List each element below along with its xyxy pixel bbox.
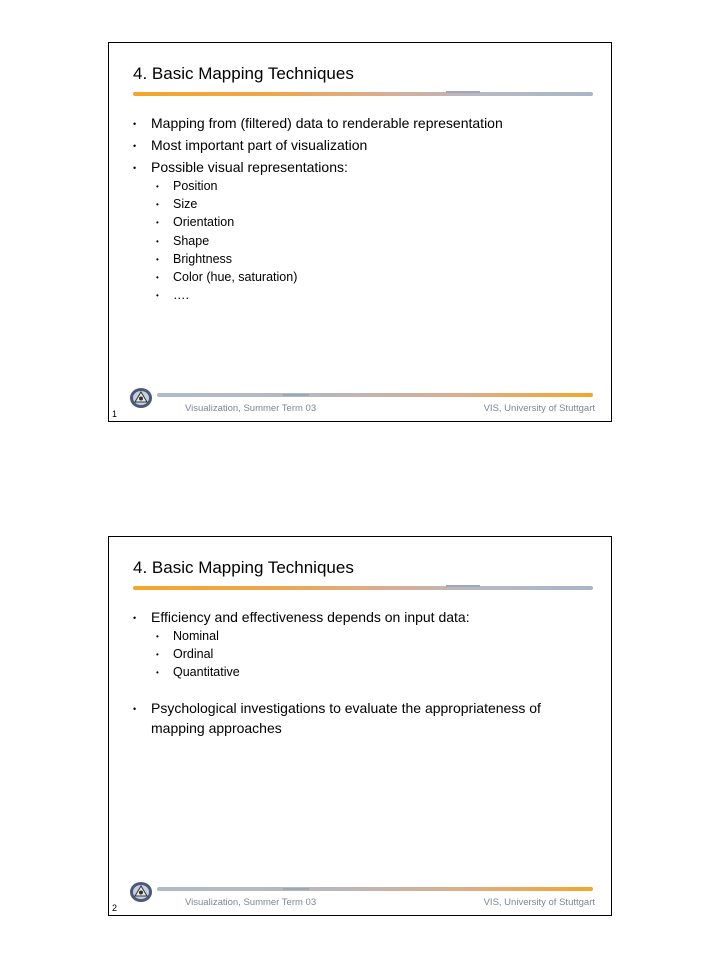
slide-title: 4. Basic Mapping Techniques bbox=[133, 64, 354, 83]
sub-bullet-item: • Quantitative bbox=[129, 663, 595, 681]
bullet-dot: • bbox=[156, 182, 159, 191]
bullet-dot: • bbox=[156, 632, 159, 641]
bullet-item: • Possible visual representations: bbox=[129, 157, 595, 177]
sub-bullet-item: • Color (hue, saturation) bbox=[129, 268, 595, 286]
bullet-list bbox=[129, 113, 595, 304]
bullet-dot: • bbox=[156, 291, 159, 301]
title-divider bbox=[133, 92, 593, 96]
bullet-item: • Most important part of visualization bbox=[129, 135, 595, 155]
slide-title: 4. Basic Mapping Techniques bbox=[133, 558, 354, 577]
bullet-dot: • bbox=[133, 613, 137, 623]
footer-divider bbox=[157, 887, 593, 891]
footer-course: Visualization, Summer Term 03 bbox=[185, 403, 317, 414]
footer-course: Visualization, Summer Term 03 bbox=[185, 897, 317, 908]
bullet-list bbox=[129, 607, 595, 738]
sub-bullet-item: • Brightness bbox=[129, 250, 595, 268]
sub-bullet-item: • Nominal bbox=[129, 627, 595, 645]
bullet-dot: • bbox=[133, 703, 137, 714]
bullet-dot: • bbox=[156, 273, 159, 283]
sub-bullet-item: • Position bbox=[129, 177, 595, 195]
bullet-dot: • bbox=[156, 254, 159, 264]
bullet-dot: • bbox=[133, 163, 137, 173]
bullet-dot: • bbox=[156, 668, 159, 678]
sub-bullet-item: • Shape bbox=[129, 232, 595, 250]
sub-bullet-item: • Orientation bbox=[129, 213, 595, 231]
footer-institution: VIS, University of Stuttgart bbox=[483, 403, 595, 414]
bullet-dot: • bbox=[156, 200, 159, 210]
page-number: 1 bbox=[112, 409, 118, 419]
footer-divider bbox=[157, 393, 593, 397]
footer-institution: VIS, University of Stuttgart bbox=[483, 897, 595, 908]
bullet-item: • Psychological investigations to evaluate the appropriateness of mapping approaches bbox=[133, 699, 541, 736]
slide-2 bbox=[108, 536, 612, 916]
slide-1 bbox=[108, 42, 612, 422]
bullet-dot: • bbox=[156, 650, 159, 660]
bullet-dot: • bbox=[133, 141, 137, 151]
bullet-dot: • bbox=[156, 218, 159, 228]
page-number: 2 bbox=[112, 903, 118, 913]
sub-bullet-item: • Ordinal bbox=[129, 645, 595, 663]
sub-bullet-item: • …. bbox=[129, 286, 595, 304]
sub-bullet-item: • Size bbox=[129, 195, 595, 213]
bullet-dot: • bbox=[133, 119, 137, 129]
bullet-dot: • bbox=[156, 236, 159, 246]
bullet-item: • Mapping from (filtered) data to renderable representation bbox=[129, 113, 595, 133]
spacer bbox=[129, 682, 595, 698]
university-logo-icon bbox=[129, 387, 153, 409]
bullet-item: • Efficiency and effectiveness depends on input data: bbox=[129, 607, 595, 627]
title-divider bbox=[133, 586, 593, 590]
university-logo-icon bbox=[129, 881, 153, 903]
